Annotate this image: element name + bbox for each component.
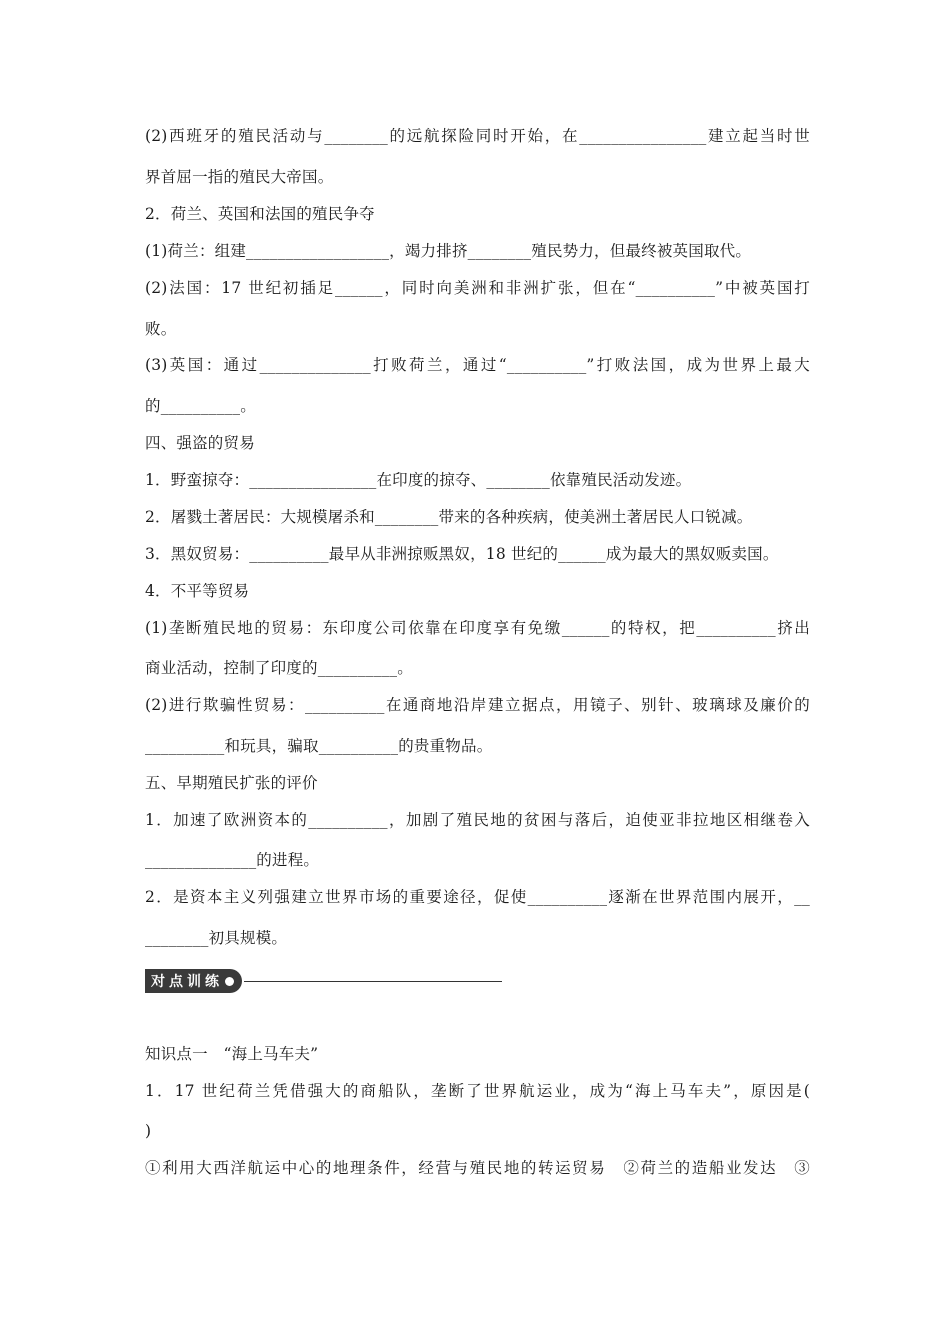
text-line: 4．不平等贸易 — [145, 582, 250, 600]
text-line: 2．屠戮土著居民：大规模屠杀和________带来的各种疾病，使美洲土著居民人口锐减。 — [145, 508, 753, 526]
text-line: ________初具规模。 — [145, 929, 288, 947]
text-line: 1．加速了欧洲资本的__________，加剧了殖民地的贫困与落后，迫使亚非拉地区相继卷入 — [145, 811, 810, 829]
text-line: 商业活动，控制了印度的__________。 — [145, 659, 413, 677]
text-line: 界首屈一指的殖民大帝国。 — [145, 168, 334, 186]
bullet-dot-icon — [225, 977, 234, 986]
text-line: (3)英国：通过______________打败荷兰，通过“__________”打败法国，成为世界上最大 — [145, 356, 810, 374]
knowledge-point-heading: 知识点一 “海上马车夫” — [145, 1045, 319, 1063]
text-line: 败。 — [145, 320, 177, 338]
text-line: (1)垄断殖民地的贸易：东印度公司依靠在印度享有免缴______的特权，把__________挤出 — [145, 619, 810, 637]
text-line: (2)法国：17 世纪初插足______，同时向美洲和非洲扩张，但在“__________”中被英国打 — [145, 279, 810, 297]
text-line: (2)西班牙的殖民活动与________的远航探险同时开始，在________________建立起当时世 — [145, 127, 810, 145]
question-stem: 1．17 世纪荷兰凭借强大的商船队，垄断了世界航运业，成为“海上马车夫”，原因是( — [145, 1082, 810, 1100]
question-options: ①利用大西洋航运中心的地理条件，经营与殖民地的转运贸易 ②荷兰的造船业发达 ③ — [145, 1159, 810, 1177]
text-line: 2．是资本主义列强建立世界市场的重要途径，促使__________逐渐在世界范围内展开，__ — [145, 888, 810, 906]
text-line: __________和玩具，骗取__________的贵重物品。 — [145, 737, 493, 755]
text-line: 3．黑奴贸易：__________最早从非洲掠贩黑奴，18 世纪的______成为最大的黑奴贩卖国。 — [145, 545, 779, 563]
section-heading: 四、强盗的贸易 — [145, 434, 255, 452]
question-stem: ) — [145, 1122, 152, 1140]
text-line: 1．野蛮掠夺：________________在印度的掠夺、________依靠殖民活动发迹。 — [145, 471, 692, 489]
text-line: 的__________。 — [145, 397, 256, 415]
text-line: (1)荷兰：组建__________________，竭力排挤________殖民势力，但最终被英国取代。 — [145, 242, 752, 260]
section-heading: 五、早期殖民扩张的评价 — [145, 774, 318, 792]
section-badge — [145, 969, 242, 993]
divider — [244, 981, 502, 982]
section-badge-label: 对点训练 — [151, 974, 223, 990]
section-bar — [145, 968, 502, 994]
text-line: (2)进行欺骗性贸易：__________在通商地沿岸建立据点，用镜子、别针、玻璃球及廉价的 — [145, 696, 810, 714]
text-line: ______________的进程。 — [145, 851, 320, 869]
text-line: 2．荷兰、英国和法国的殖民争夺 — [145, 205, 375, 223]
